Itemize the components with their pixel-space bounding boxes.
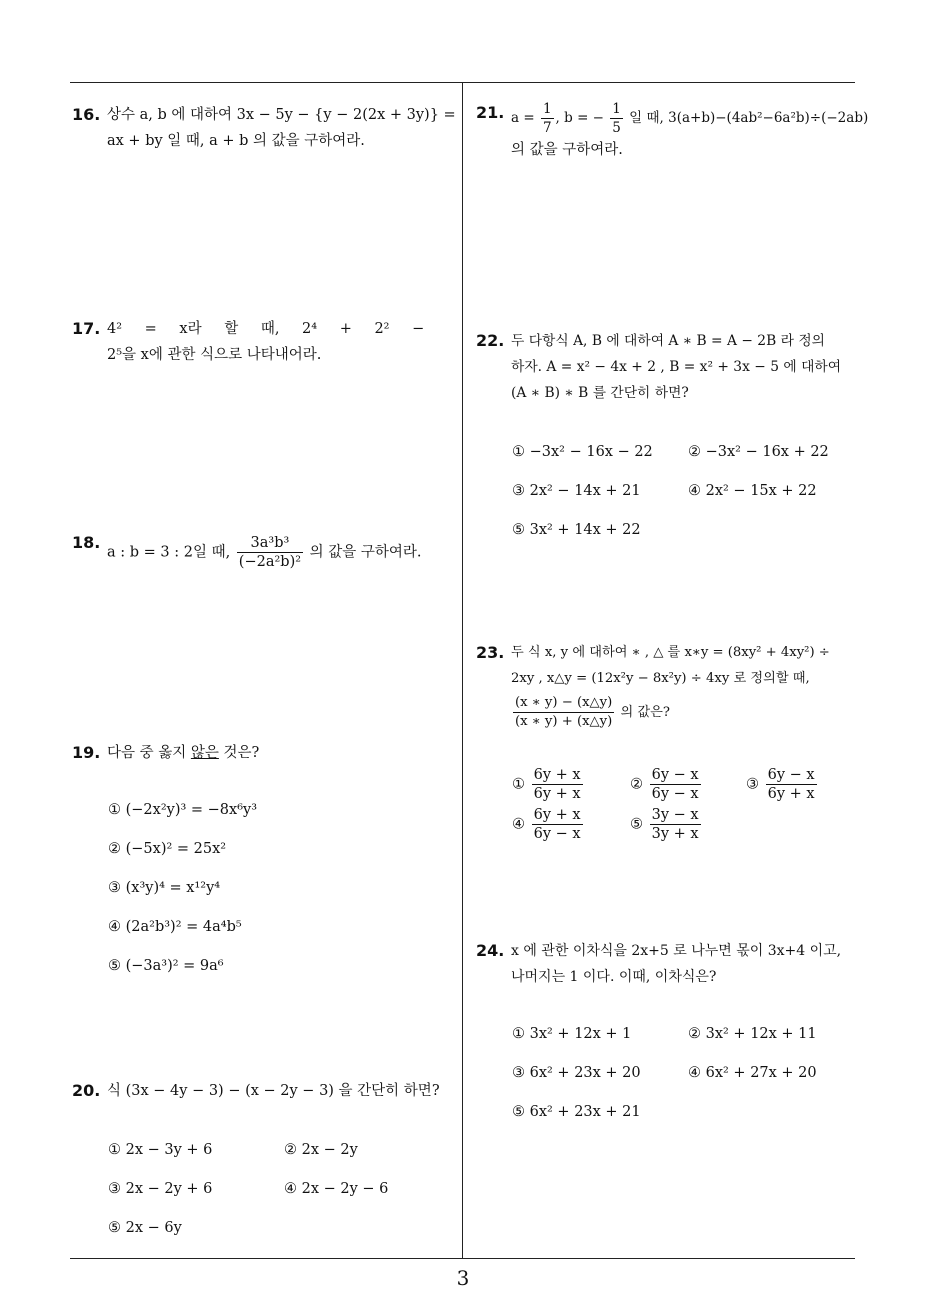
fraction-numerator: (x ∗ y) − (x△y) — [513, 694, 614, 713]
option[interactable]: ② 3x² + 12x + 11 — [688, 1026, 817, 1042]
bottom-rule — [70, 1258, 855, 1259]
fraction — [513, 694, 614, 731]
option-mark: ③ — [746, 776, 759, 793]
question-text-line: (A ∗ B) ∗ B 를 간단히 하면? — [511, 385, 689, 401]
question-22 — [476, 328, 860, 406]
question-text: , b = − — [555, 110, 604, 126]
question-number: 19. — [72, 743, 101, 762]
question-number: 16. — [72, 105, 101, 124]
option[interactable]: ② −3x² − 16x + 22 — [688, 444, 829, 460]
fraction-numerator: 6y − x — [767, 767, 815, 783]
fraction-denominator: 7 — [542, 120, 552, 136]
option[interactable] — [512, 766, 585, 803]
option[interactable]: ① −3x² − 16x − 22 — [512, 444, 653, 460]
fraction-denominator: 3y + x — [651, 826, 699, 842]
option[interactable]: ⑤ (−3a³)² = 9a⁶ — [108, 958, 224, 974]
page-number: 3 — [456, 1266, 470, 1290]
option[interactable]: ③ 2x − 2y + 6 — [108, 1181, 213, 1197]
question-text-line: 나머지는 1 이다. 이때, 이차식은? — [511, 969, 717, 985]
fraction-numerator: 3y − x — [651, 807, 699, 823]
question-number: 20. — [72, 1081, 101, 1100]
option-mark: ① — [512, 776, 525, 793]
question-text-line: 4² = x라 할 때, 2⁴ + 2² − — [107, 321, 425, 337]
fraction-numerator: 6y − x — [651, 767, 699, 783]
question-text: 일 때, 3(a+b)−(4ab²−6a²b)÷(−2ab) — [624, 110, 869, 126]
column-divider — [462, 82, 463, 1258]
option[interactable]: ⑤ 3x² + 14x + 22 — [512, 522, 641, 538]
option[interactable] — [630, 806, 703, 843]
fraction-numerator: 6y + x — [533, 807, 581, 823]
fraction-numerator: 6y + x — [533, 767, 581, 783]
option[interactable]: ① (−2x²y)³ = −8x⁶y³ — [108, 802, 258, 818]
question-text: 의 값은? — [620, 705, 670, 720]
question-text-line: x 에 관한 이차식을 2x+5 로 나누면 몫이 3x+4 이고, — [511, 943, 842, 959]
option[interactable]: ④ 2x − 2y − 6 — [284, 1181, 389, 1197]
question-number: 21. — [476, 103, 505, 122]
option-mark: ② — [630, 776, 643, 793]
option[interactable]: ③ 2x² − 14x + 21 — [512, 483, 641, 499]
question-text: 다음 중 옳지 — [107, 745, 191, 761]
question-18 — [72, 530, 457, 571]
option[interactable] — [630, 766, 703, 803]
fraction-denominator: 6y − x — [651, 786, 699, 802]
fraction-denominator: 5 — [612, 120, 621, 136]
option[interactable]: ① 2x − 3y + 6 — [108, 1142, 213, 1158]
option[interactable] — [512, 806, 585, 843]
question-number: 22. — [476, 331, 505, 350]
fraction-denominator: 6y − x — [533, 826, 581, 842]
question-number: 23. — [476, 643, 505, 662]
question-text-line: 두 다항식 A, B 에 대하여 A ∗ B = A − 2B 라 정의 — [511, 333, 825, 349]
question-19 — [72, 740, 457, 766]
fraction — [237, 534, 303, 571]
option[interactable]: ② 2x − 2y — [284, 1142, 358, 1158]
option[interactable] — [746, 766, 819, 803]
question-text-line: 두 식 x, y 에 대하여 ∗ , △ 를 x∗y = (8xy² + 4xy²) ÷ — [511, 645, 830, 660]
question-20 — [72, 1078, 457, 1104]
question-text: a = — [511, 110, 535, 126]
option[interactable]: ③ (x³y)⁴ = x¹²y⁴ — [108, 880, 221, 896]
option[interactable]: ⑤ 6x² + 23x + 21 — [512, 1104, 641, 1120]
fraction-numerator: 3a³b³ — [237, 534, 303, 553]
question-text-line: ax + by 일 때, a + b 의 값을 구하여라. — [107, 133, 365, 149]
question-24 — [476, 938, 860, 990]
question-text-line: 식 (3x − 4y − 3) − (x − 2y − 3) 을 간단히 하면? — [107, 1083, 440, 1099]
option[interactable]: ② (−5x)² = 25x² — [108, 841, 227, 857]
option[interactable]: ① 3x² + 12x + 1 — [512, 1026, 632, 1042]
question-text-line: 2xy , x△y = (12x²y − 8x²y) ÷ 4xy 로 정의할 때, — [511, 671, 810, 686]
fraction-denominator: 6y + x — [533, 786, 581, 802]
fraction — [610, 100, 623, 137]
fraction-numerator: 1 — [612, 101, 621, 117]
option-mark: ⑤ — [630, 816, 643, 833]
fraction-numerator: 1 — [542, 101, 552, 117]
question-number: 18. — [72, 533, 101, 552]
fraction-denominator: 6y + x — [767, 786, 815, 802]
option[interactable]: ④ (2a²b³)² = 4a⁴b⁵ — [108, 919, 242, 935]
question-23 — [476, 640, 860, 731]
question-17 — [72, 316, 457, 368]
question-21 — [476, 100, 869, 163]
fraction-denominator: (−2a²b)² — [238, 554, 302, 570]
fraction-denominator: (x ∗ y) + (x△y) — [515, 714, 613, 729]
option-mark: ④ — [512, 816, 525, 833]
option[interactable]: ⑤ 2x − 6y — [108, 1220, 182, 1236]
question-16 — [72, 102, 457, 154]
question-text-line: 하자. A = x² − 4x + 2 , B = x² + 3x − 5 에 대하여 — [511, 359, 842, 375]
option[interactable]: ③ 6x² + 23x + 20 — [512, 1065, 641, 1081]
fraction — [541, 100, 554, 137]
question-number: 24. — [476, 941, 505, 960]
option[interactable]: ④ 2x² − 15x + 22 — [688, 483, 817, 499]
underlined-text: 않은 — [190, 745, 219, 761]
question-number: 17. — [72, 319, 101, 338]
option[interactable]: ④ 6x² + 27x + 20 — [688, 1065, 817, 1081]
question-text: a : b = 3 : 2일 때, — [107, 544, 231, 561]
question-text: 의 값을 구하여라. — [309, 544, 422, 561]
question-text-line: 2⁵을 x에 관한 식으로 나타내어라. — [107, 347, 322, 363]
question-text-line: 의 값을 구하여라. — [511, 142, 623, 158]
question-text-line: 상수 a, b 에 대하여 3x − 5y − {y − 2(2x + 3y)} = — [107, 107, 456, 123]
question-text: 것은? — [218, 745, 260, 761]
